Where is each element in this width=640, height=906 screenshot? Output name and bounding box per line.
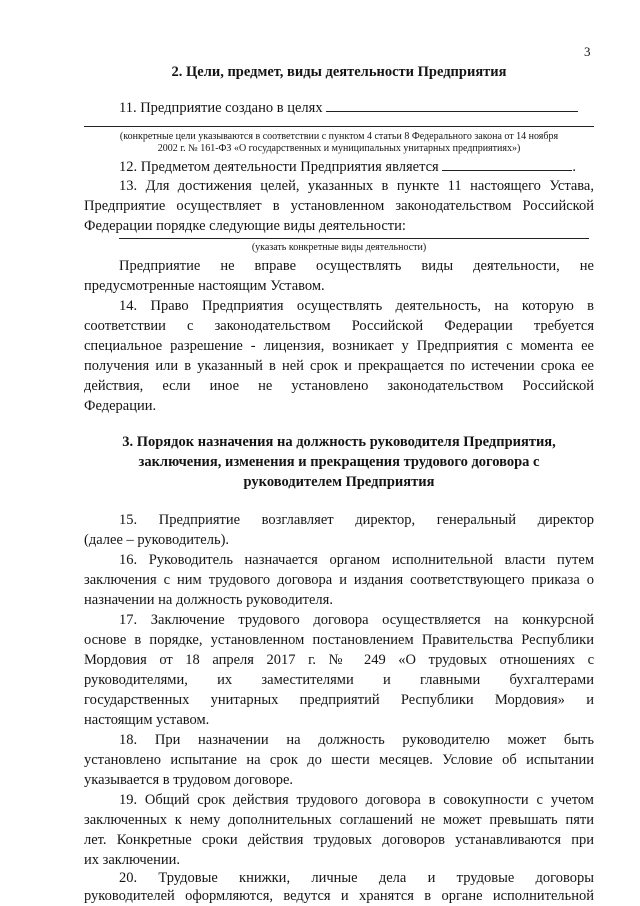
note-11-line-1: (конкретные цели указываются в соответствии с пунктом 4 статьи 8 Федерального закона от 14 ноября: [119, 131, 559, 142]
clause-12: 12. Предметом деятельности Предприятия является .: [119, 156, 594, 177]
clause-17-line-5: государственных унитарных предприятий Республики Мордовия» и: [84, 692, 594, 708]
clause-12-blank: [442, 156, 572, 171]
clause-20-line-2: руководителей оформляются, ведутся и хранятся в органе исполнительной: [84, 888, 594, 904]
clause-15-line-2: (далее – руководитель).: [84, 532, 230, 548]
clause-17-line-6: настоящим уставом.: [84, 712, 210, 728]
section-3-title-line-1: 3. Порядок назначения на должность руководителя Предприятия,: [122, 434, 556, 450]
clause-18-line-2: установлено испытание на срок до шести месяцев. Условие об испытании: [84, 752, 594, 768]
clause-19-line-1: 19. Общий срок действия трудового договора в совокупности с учетом: [119, 792, 594, 808]
clause-18-line-1: 18. При назначении на должность руководителю может быть: [119, 732, 594, 748]
section-3-title-line-3: руководителем Предприятия: [243, 474, 435, 490]
clause-19-line-2: заключенных к нему дополнительных соглашений не может превышать пяти: [84, 812, 594, 828]
clause-14-line-6: Федерации.: [84, 398, 157, 414]
clause-17-line-4: руководителями, их заместителями и главными бухгалтерами: [84, 672, 594, 688]
clause-18-line-3: указывается в трудовом договоре.: [84, 772, 294, 788]
clause-13-line-2: Предприятие осуществляет в установленном законодательством Российской: [84, 198, 594, 214]
clause-13-line-1: 13. Для достижения целей, указанных в пункте 11 настоящего Устава,: [119, 178, 594, 194]
clause-17-line-2: основе в порядке, установленном постановлением Правительства Республики: [84, 632, 594, 648]
clause-17-line-3: Мордовия от 18 апреля 2017 г. № 249 «О трудовых отношениях с: [84, 652, 594, 668]
clause-17-line-1: 17. Заключение трудового договора осуществляется на конкурсной: [119, 612, 594, 628]
section-2-title: 2. Цели, предмет, виды деятельности Предприятия: [171, 64, 507, 80]
clause-11: 11. Предприятие создано в целях: [119, 97, 594, 118]
clause-16-line-1: 16. Руководитель назначается органом исполнительной власти путем: [119, 552, 594, 568]
prohibition-line-2: предусмотренные настоящим Уставом.: [84, 278, 325, 294]
prohibition-line-1: Предприятие не вправе осуществлять виды деятельности, не: [119, 258, 594, 274]
clause-16-line-3: назначении на должность руководителя.: [84, 592, 333, 608]
fill-line: [84, 126, 594, 127]
clause-13-line-3: Федерации порядке следующие виды деятельности:: [84, 218, 406, 234]
fill-line: [119, 238, 589, 239]
note-13: (указать конкретные виды деятельности): [251, 242, 427, 253]
clause-14-line-5: действия, если иное не установлено законодательством Российской: [84, 378, 594, 394]
clause-14-line-3: специальное разрешение - лицензия, возникает у Предприятия с момента ее: [84, 338, 594, 354]
clause-20-line-1: 20. Трудовые книжки, личные дела и трудовые договоры: [119, 870, 594, 886]
clause-16-line-2: заключения с ним трудового договора и издания соответствующего приказа о: [84, 572, 594, 588]
clause-11-blank: [326, 97, 578, 112]
clause-19-line-3: лет. Конкретные сроки действия трудовых договоров устанавливаются при: [84, 832, 594, 848]
clause-15-line-1: 15. Предприятие возглавляет директор, генеральный директор: [119, 512, 594, 528]
page-number: 3: [584, 44, 591, 59]
note-11-line-2: 2002 г. № 161-ФЗ «О государственных и муниципальных унитарных предприятиях»): [157, 143, 521, 154]
clause-14-line-2: соответствии с законодательством Российской Федерации требуется: [84, 318, 594, 334]
section-3-title-line-2: заключения, изменения и прекращения трудового договора с: [138, 454, 540, 470]
clause-14-line-1: 14. Право Предприятия осуществлять деятельность, на которую в: [119, 298, 594, 314]
clause-19-line-4: их заключении.: [84, 852, 180, 868]
clause-14-line-4: получения или в указанный в ней срок и прекращается по истечении срока ее: [84, 358, 594, 374]
